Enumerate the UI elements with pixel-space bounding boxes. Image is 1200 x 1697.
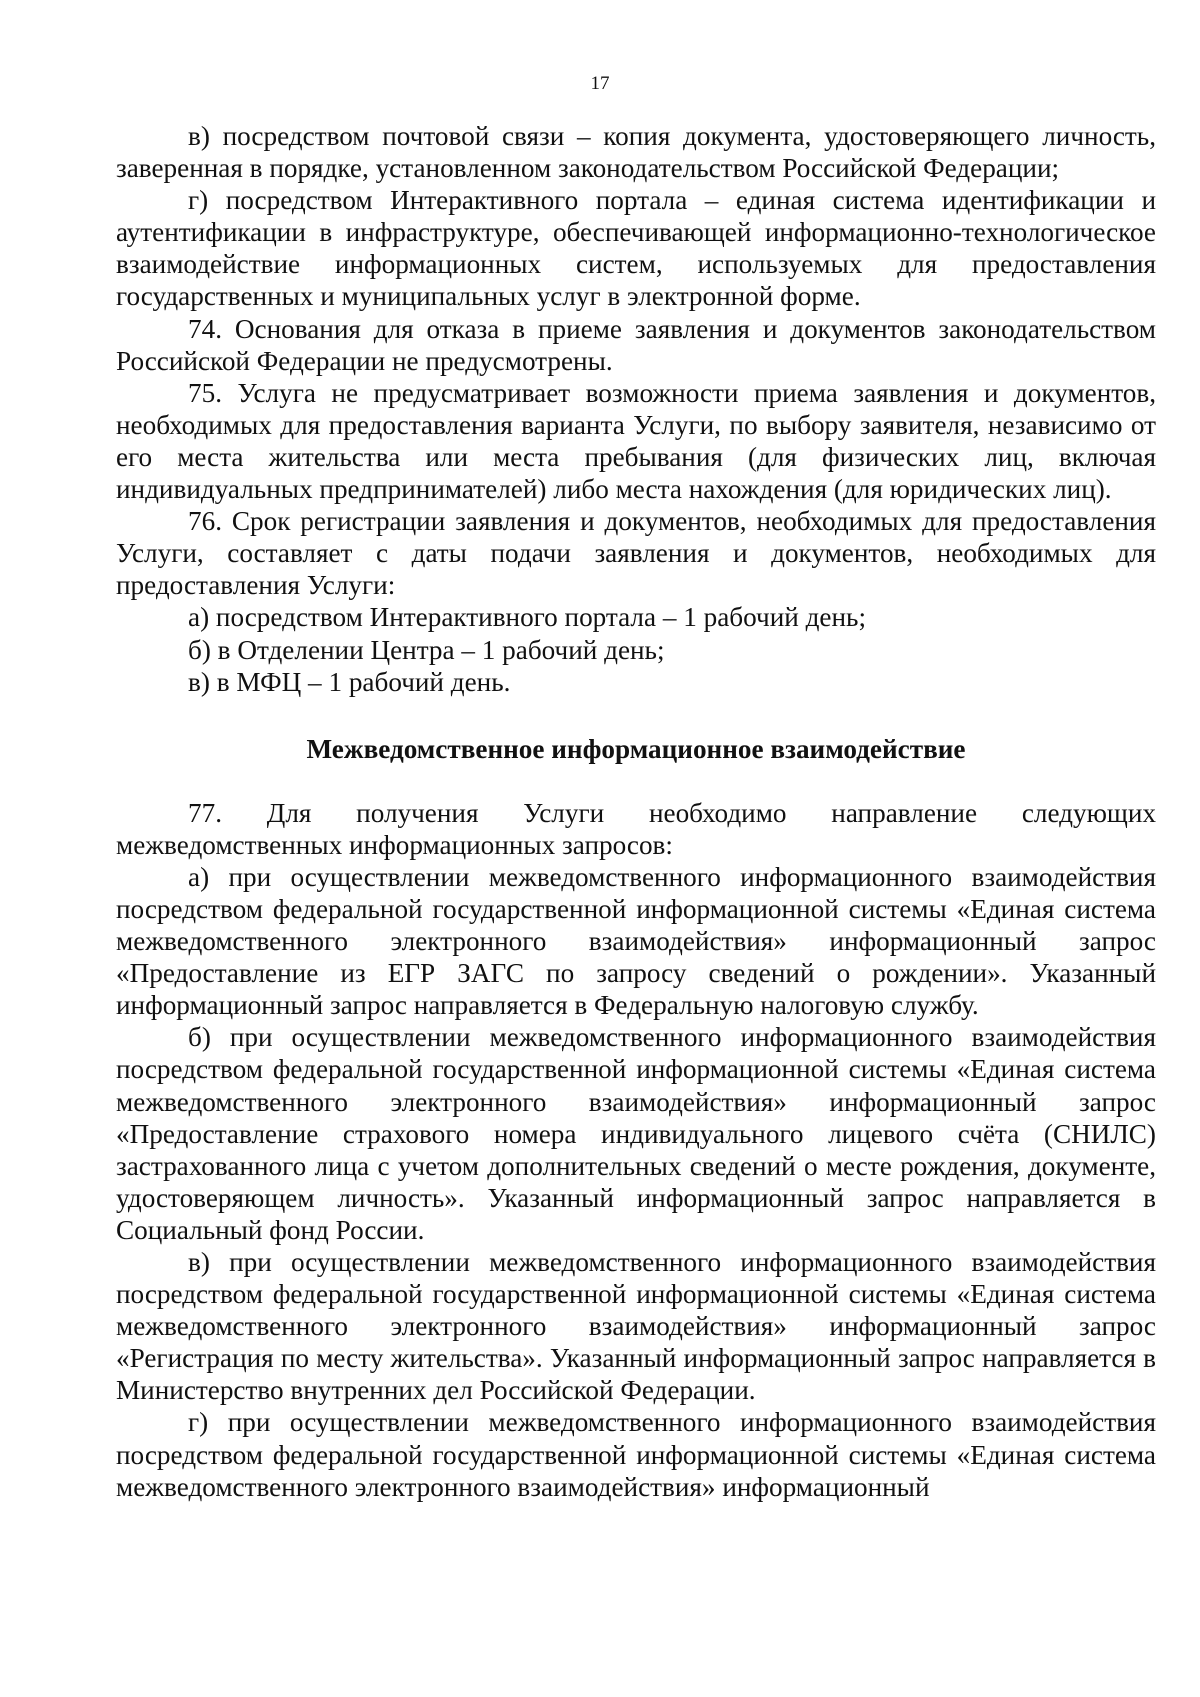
paragraph-74: 74. Основания для отказа в приеме заявления и документов законодательством Российской Федерации не предусмотрены. [116,313,1156,376]
paragraph-77: 77. Для получения Услуги необходимо направление следующих межведомственных информационных запросов: [116,797,1156,860]
paragraph-77-item-b: б) при осуществлении межведомственного информационного взаимодействия посредством федеральной государственной информационной системы «Единая система межведомственного электронного взаимодействия» информационный запрос «Предоставление страхового номера индивидуального лицевого счёта (СНИЛС) застрахованного лица с учетом дополнительных сведений о месте рождения, документе, удостоверяющем личность». Указанный информационный запрос направляется в Социальный фонд России. [116,1022,1156,1245]
paragraph-77-item-v: в) при осуществлении межведомственного информационного взаимодействия посредством федеральной государственной информационной системы «Единая система межведомственного электронного взаимодействия» информационный запрос «Регистрация по месту жительства». Указанный информационный запрос направляется в Министерство внутренних дел Российской Федерации. [116,1247,1156,1406]
paragraph-item-g-portal: г) посредством Интерактивного портала – единая система идентификации и аутентификации в инфраструктуре, обеспечивающей информационно-технологическое взаимодействие информационных систем, используемых для предоставления государственных и муниципальных услуг в электронной форме. [116,185,1156,312]
paragraph-76: 76. Срок регистрации заявления и документов, необходимых для предоставления Услуги, составляет с даты подачи заявления и документов, необходимых для предоставления Услуги: [116,506,1156,601]
paragraph-76-item-b: б) в Отделении Центра – 1 рабочий день; [188,634,665,665]
paragraph-75: 75. Услуга не предусматривает возможности приема заявления и документов, необходимых для предоставления варианта Услуги, по выбору заявителя, независимо от его места жительства или места пребывания (для физических лиц, включая индивидуальных предпринимателей) либо места нахождения (для юридических лиц). [116,377,1156,505]
section-heading: Межведомственное информационное взаимодействие [306,733,966,764]
paragraph-77-item-g: г) при осуществлении межведомственного информационного взаимодействия посредством федеральной государственной информационной системы «Единая система межведомственного электронного взаимодействия» информационный [116,1407,1156,1502]
paragraph-item-v-postal: в) посредством почтовой связи – копия документа, удостоверяющего личность, заверенная в порядке, установленном законодательством Российской Федерации; [116,121,1156,184]
paragraph-76-item-v: в) в МФЦ – 1 рабочий день. [188,666,511,697]
paragraph-77-item-a: а) при осуществлении межведомственного информационного взаимодействия посредством федеральной государственной информационной системы «Единая система межведомственного электронного взаимодействия» информационный запрос «Предоставление из ЕГР ЗАГС по запросу сведений о рождении». Указанный информационный запрос направляется в Федеральную налоговую службу. [116,861,1156,1021]
document-body [116,120,1156,1503]
paragraph-76-item-a: а) посредством Интерактивного портала – 1 рабочий день; [188,602,867,633]
page-number: 17 [590,73,610,94]
